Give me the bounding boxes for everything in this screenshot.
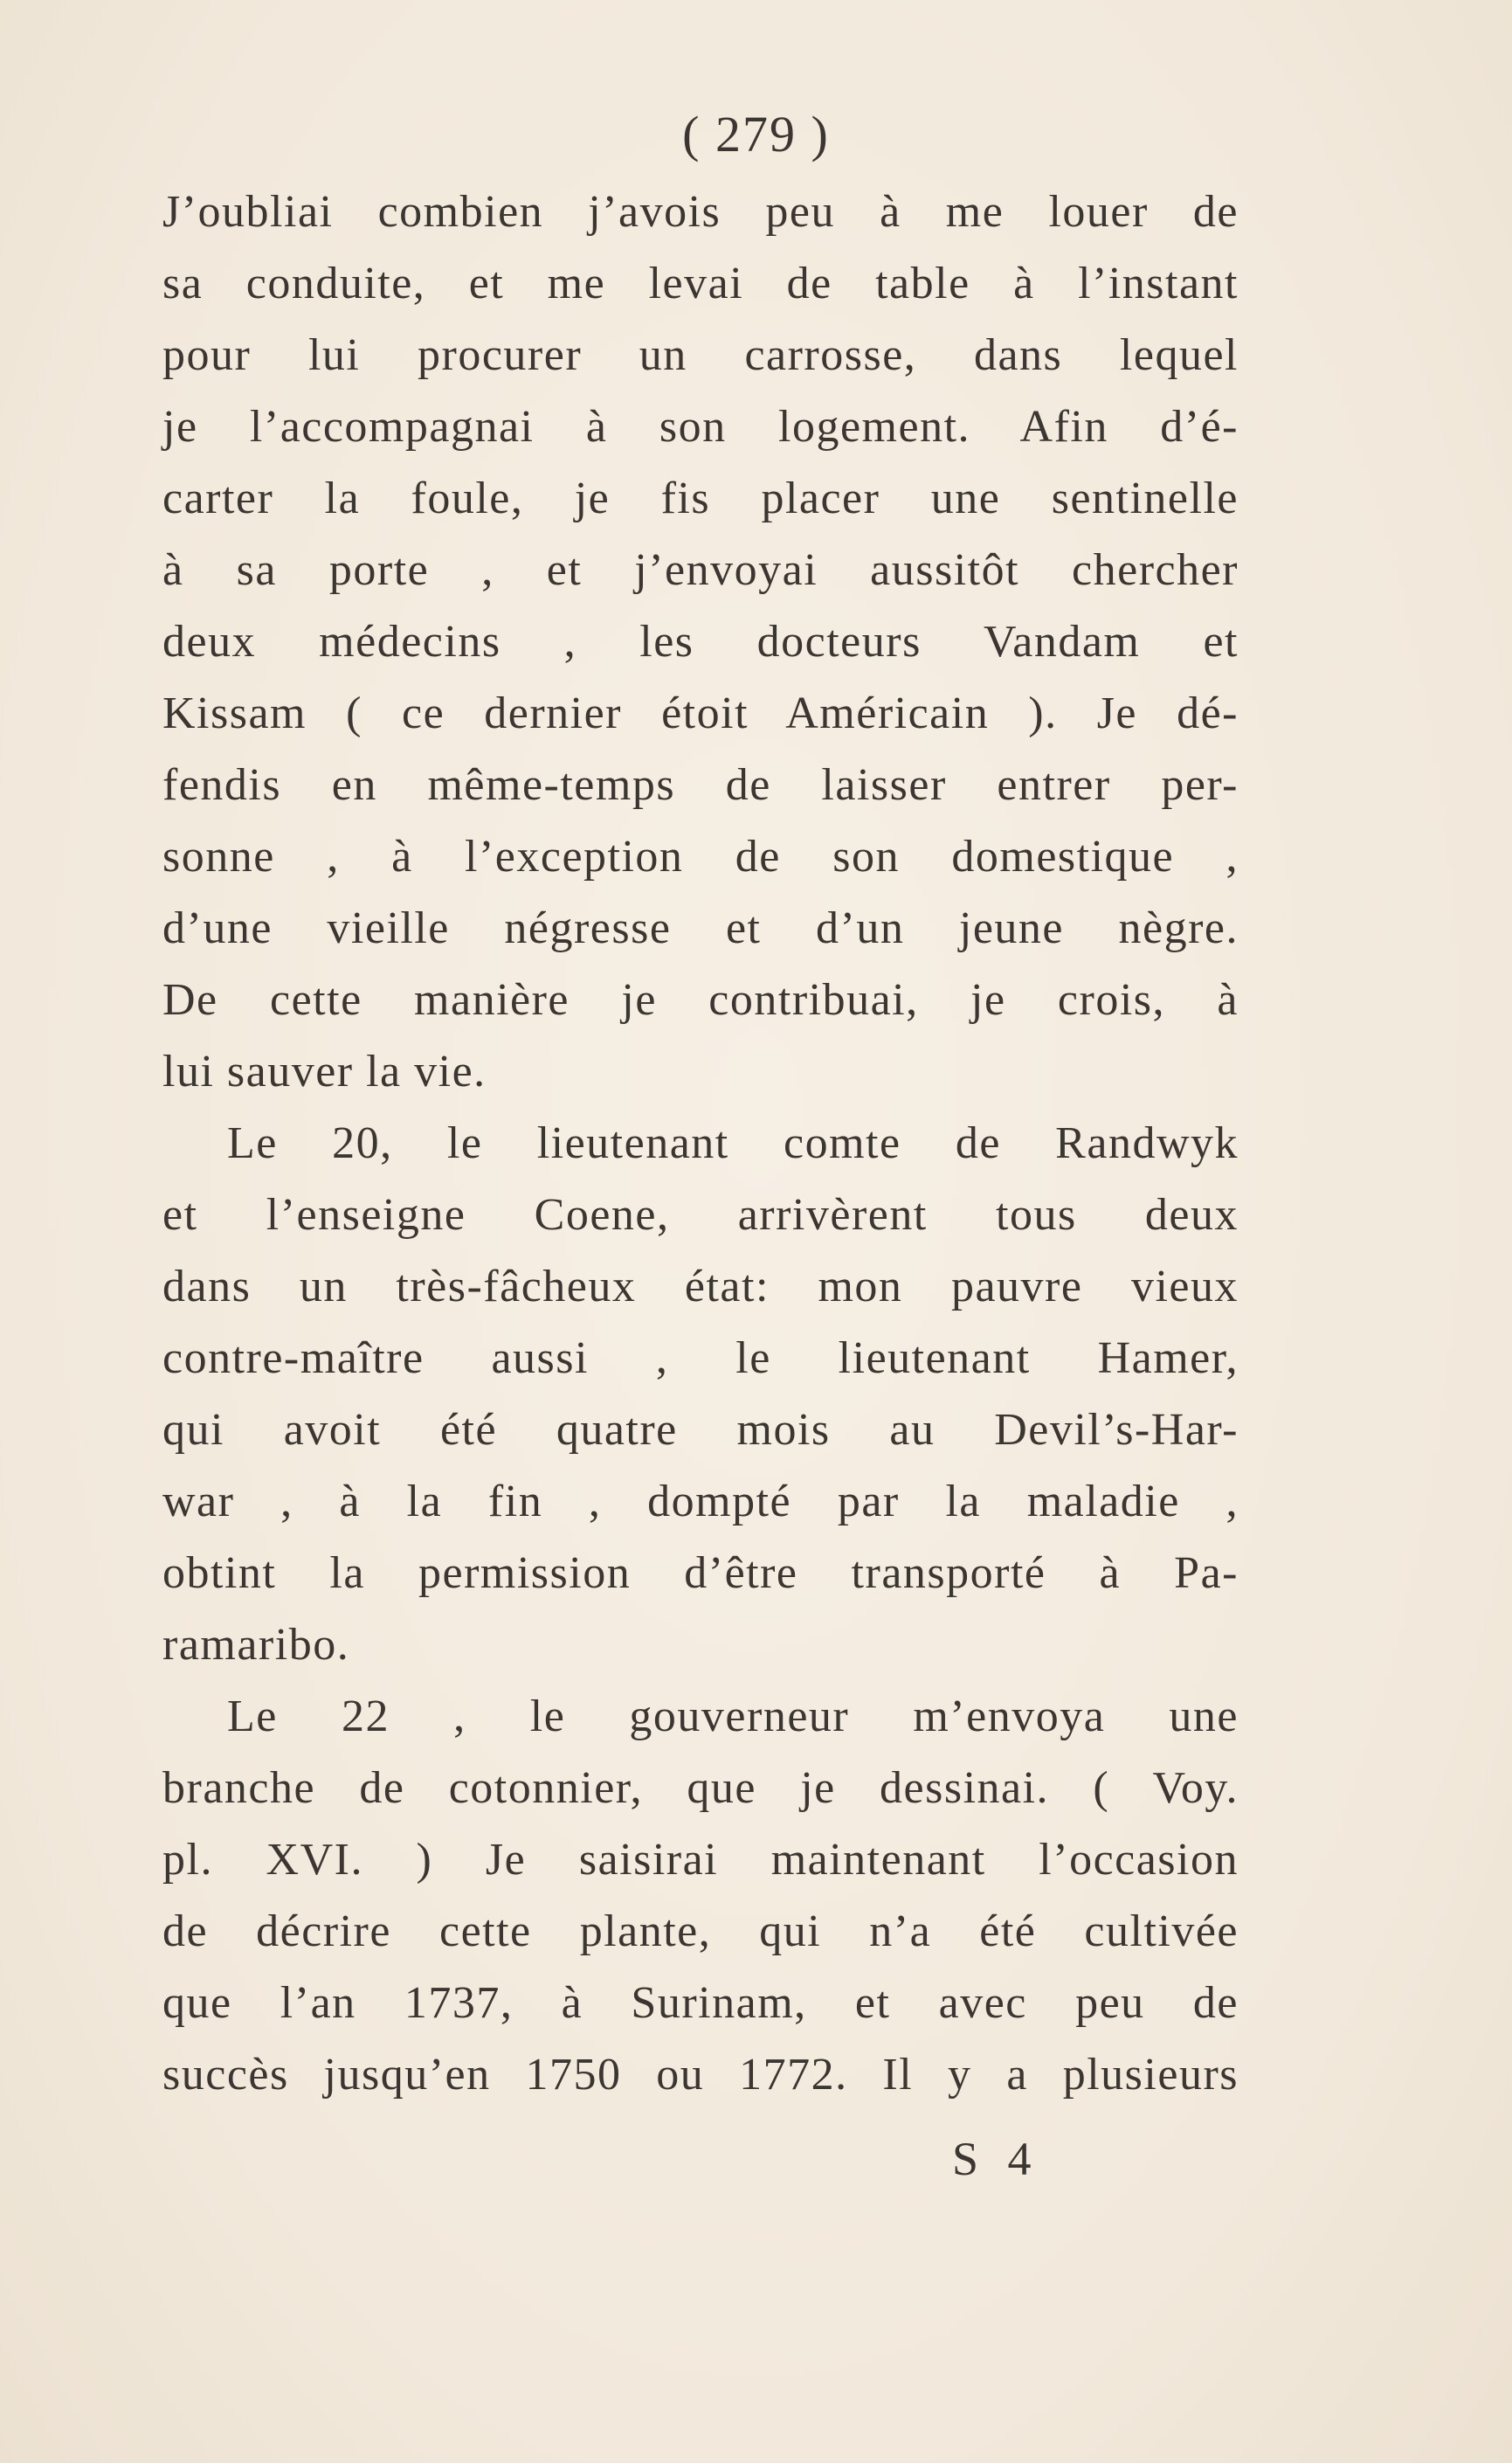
text-line: à sa porte , et j’envoyai aussitôt chercher [162,545,1239,595]
text-line: de décrire cette plante, qui n’a été cultivée [162,1906,1239,1956]
text-line: De cette manière je contribuai, je crois, à [162,975,1239,1025]
text-line: sa conduite, et me levai de table à l’instant [162,259,1239,308]
text-line: qui avoit été quatre mois au Devil’s-Har- [162,1405,1239,1455]
text-line: Le 20, le lieutenant comte de Randwyk [227,1118,1239,1168]
text-line: et l’enseigne Coene, arrivèrent tous deux [162,1190,1239,1240]
text-line: contre-maître aussi , le lieutenant Hamer, [162,1333,1239,1383]
text-line: pl. XVI. ) Je saisirai maintenant l’occasion [162,1835,1239,1885]
text-line: Le 22 , le gouverneur m’envoya une [227,1692,1239,1741]
text-line: J’oubliai combien j’avois peu à me louer de [162,187,1239,237]
text-line: lui sauver la vie. [162,1047,487,1097]
text-line: je l’accompagnai à son logement. Afin d’é- [162,402,1239,452]
text-line: d’une vieille négresse et d’un jeune nègre. [162,903,1239,953]
text-line: dans un très-fâcheux état: mon pauvre vieux [162,1262,1239,1311]
text-line: que l’an 1737, à Surinam, et avec peu de [162,1978,1239,2028]
text-line: pour lui procurer un carrosse, dans lequel [162,330,1239,380]
text-line: sonne , à l’exception de son domestique , [162,832,1239,882]
text-line: carter la foule, je fis placer une sentinelle [162,474,1239,523]
text-line: obtint la permission d’être transporté à Pa- [162,1548,1239,1598]
signature-mark: S 4 [952,2133,1040,2185]
text-line: Kissam ( ce dernier étoit Américain ). Je dé- [162,688,1239,738]
text-line: succès jusqu’en 1750 ou 1772. Il y a plusieurs [162,2050,1239,2100]
page-number-header: ( 279 ) [682,106,830,163]
text-line: deux médecins , les docteurs Vandam et [162,617,1239,667]
text-line: ramaribo. [162,1620,350,1670]
body-text [162,176,1239,2111]
text-line: war , à la fin , dompté par la maladie , [162,1477,1239,1526]
text-line: branche de cotonnier, que je dessinai. ( Voy. [162,1763,1239,1813]
text-line: fendis en même-temps de laisser entrer per- [162,760,1239,810]
